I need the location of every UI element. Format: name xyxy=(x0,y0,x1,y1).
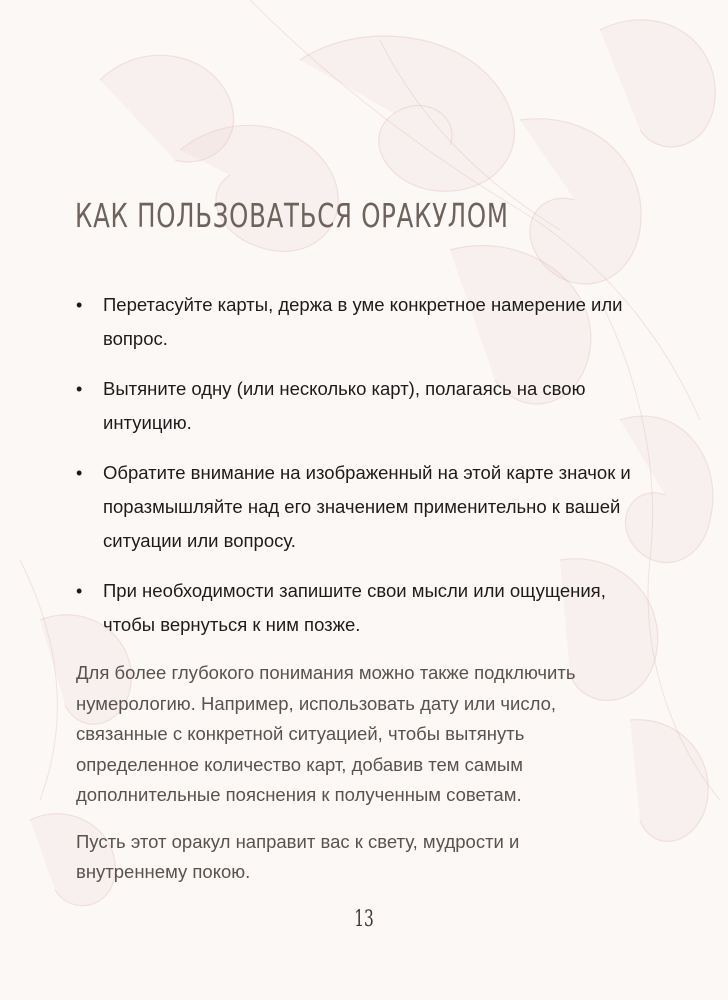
list-item xyxy=(76,456,632,558)
closing-paragraph: Пусть этот оракул направит вас к свету, мудрости и внутреннему покою. xyxy=(76,830,520,882)
bullet-icon: • xyxy=(76,295,83,315)
bullet-icon: • xyxy=(76,581,83,601)
numerology-paragraph: Для более глубокого понимания можно также подключить нумерологию. Например, использовать дату или число, связанные с конкретной ситуацией, чтобы вытянуть определенное количество карт, добавив тем самым дополнительные пояснения к полученным советам. xyxy=(76,662,576,805)
list-item xyxy=(76,372,632,440)
list-item-text: Обратите внимание на изображенный на этой карте значок и поразмышляйте над его значением применительно к вашей ситуации или вопросу. xyxy=(103,462,631,551)
list-item xyxy=(76,288,632,356)
bullet-icon: • xyxy=(76,463,83,483)
page-number: 13 xyxy=(354,907,374,932)
list-item xyxy=(76,574,632,642)
list-item-text: При необходимости запишите свои мысли или ощущения, чтобы вернуться к ним позже. xyxy=(103,580,606,635)
instruction-list xyxy=(76,288,632,642)
list-item-text: Перетасуйте карты, держа в уме конкретное намерение или вопрос. xyxy=(103,294,623,349)
page-title: КАК ПОЛЬЗОВАТЬСЯ ОРАКУЛОМ xyxy=(75,196,509,235)
page-content xyxy=(76,288,632,904)
bullet-icon: • xyxy=(76,379,83,399)
list-item-text: Вытяните одну (или несколько карт), полагаясь на свою интуицию. xyxy=(103,378,586,433)
